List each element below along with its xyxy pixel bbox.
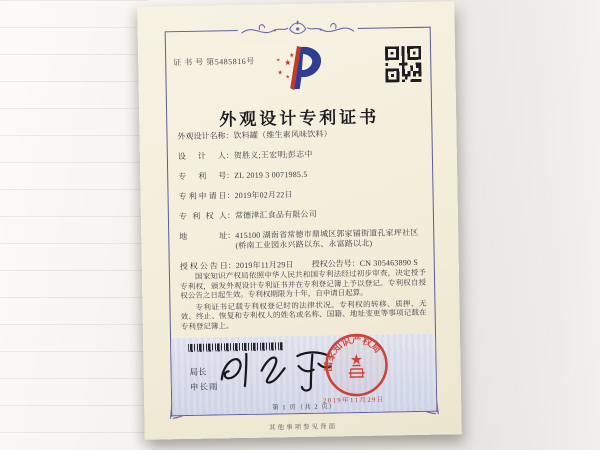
top-ornament-icon [237, 16, 357, 44]
svg-text:★: ★ [277, 70, 283, 77]
field-colon: ： [227, 231, 236, 241]
field-row-address [179, 228, 427, 251]
field-colon: ： [226, 191, 235, 201]
svg-text:★: ★ [284, 58, 292, 68]
field-value: CN 305463890 S [359, 257, 419, 268]
background-texture [0, 0, 148, 450]
certificate-number: 证 书 号 第5485816号 [173, 56, 255, 68]
field-colon: ： [226, 211, 235, 221]
field-row-designers [178, 148, 426, 161]
footer-band [171, 334, 436, 416]
field-value: 415100 湖南省常德市鼎城区郭家铺街道孔家坪社区(桥南工业园永兴路以东、永富路以北) [235, 227, 419, 250]
field-value: ZL 2019 3 0071985.5 [234, 169, 308, 181]
field-label: 地址 [179, 231, 228, 242]
field-colon: ： [227, 261, 236, 271]
field-label: 专利号 [178, 171, 227, 182]
back-note: 其他事项参见背面 [269, 423, 338, 432]
svg-text:★: ★ [285, 75, 291, 81]
field-label: 授权公告号 [311, 259, 352, 269]
seal-text: 国家知识产权局 [324, 336, 383, 372]
field-colon: ： [225, 151, 234, 161]
director-label: 局长 [189, 366, 207, 377]
body-paragraph: 专利证书记载专利权登记时的法律状况。专利权的转移、质押、无效、终止、恢复和专利权人的姓名或名称、国籍、地址变更等事项记载在专利登记簿上。 [180, 298, 427, 332]
official-seal-icon [323, 331, 390, 398]
field-label: 授权公告日 [179, 261, 228, 272]
svg-text:★: ★ [276, 57, 281, 63]
director-name: 申长雨 [189, 381, 219, 392]
field-colon: ： [226, 171, 235, 181]
field-row-patent-number [178, 168, 426, 181]
cnipa-patent-logo-icon [272, 45, 325, 94]
field-row-filing-date [178, 188, 426, 201]
background-shade [460, 0, 600, 450]
field-value: 饮料罐（维生素风味饮料） [233, 129, 332, 141]
certificate-title: 外观设计专利证书 [219, 107, 380, 130]
field-label: 设计人 [177, 151, 226, 162]
field-value: 2019年11月29日 [235, 260, 294, 271]
field-label: 专利申请日 [178, 191, 227, 202]
field-label: 专利权人 [178, 211, 227, 222]
field-colon: ： [225, 131, 234, 141]
certificate-fields [177, 128, 428, 282]
certificate-body [180, 268, 427, 334]
field-value: 2019年02月22日 [234, 190, 293, 201]
field-row-patentee [179, 208, 427, 221]
body-paragraph: 国家知识产权局依照中华人民共和国专利法经过初步审查，决定授予专利权，颁发外观设计专利证书并在专利登记簿上予以登记。专利权自授权公告之日起生效。专利权期限为十年，自申请日起算。 [180, 267, 427, 301]
field-label: 外观设计名称 [177, 131, 226, 142]
qr-code-icon [385, 46, 422, 83]
director-signature-icon [213, 343, 340, 397]
seal-date: 2019年11月29日 [323, 396, 385, 405]
certificate-paper [137, 1, 462, 439]
field-colon: ： [351, 258, 360, 269]
field-value: 贺胜义;王宏明;彭志中 [233, 149, 313, 161]
svg-text:★: ★ [289, 53, 295, 60]
field-value: 常德津汇食品有限公司 [234, 209, 317, 221]
page-number: 第 1 页（共 2 页） [272, 403, 337, 412]
certificate-border-frame [165, 27, 438, 417]
